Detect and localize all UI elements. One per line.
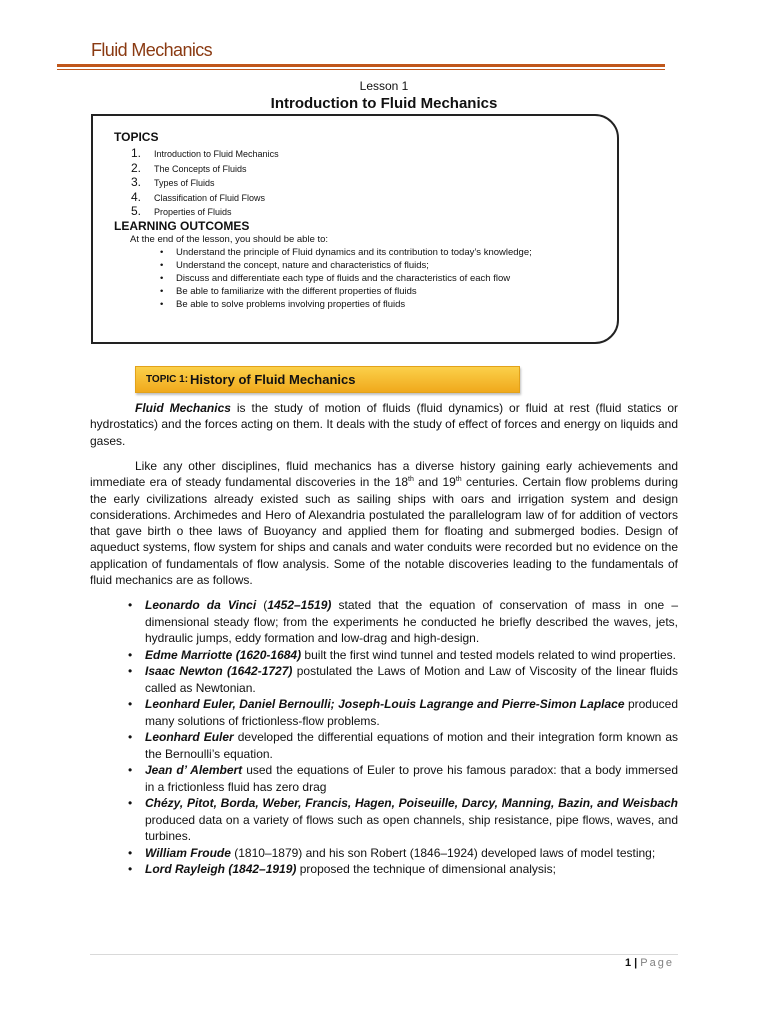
- topic-text: Properties of Fluids: [154, 207, 232, 217]
- outcome-item: [160, 273, 510, 284]
- bullet-icon: •: [128, 664, 133, 678]
- list-item: [128, 729, 678, 762]
- discovery-text: developed the differential equations of motion and their integration form known as the Bernoulli’s equation.: [145, 730, 678, 761]
- list-item: [128, 647, 678, 664]
- lesson-title: Introduction to Fluid Mechanics: [270, 95, 498, 112]
- scientist-name: Chézy, Pitot, Borda, Weber, Francis, Hagen, Poiseuille, Darcy, Manning, Bazin, and Weisbach: [145, 796, 678, 810]
- list-item: [128, 845, 678, 862]
- bullet-icon: •: [128, 862, 133, 876]
- bullet-icon: •: [128, 647, 133, 662]
- paragraph-text: Like any other disciplines, fluid mechanics has a diverse history gaining early achievements and immediate era of steady fundamental discoveries in the 18: [90, 459, 678, 490]
- scientist-name: Edme Marriotte: [145, 647, 233, 662]
- bullet-icon: •: [128, 796, 133, 810]
- topic-text: Classification of Fluid Flows: [154, 193, 266, 203]
- paragraph-text: is the study of motion of fluids (fluid dynamics) or fluid at rest (fluid statics or hydrostatics) and the forces acting on them. It deals with the study of effect of forces and energy on liquids and gases.: [90, 401, 678, 448]
- topic-number: 1.: [131, 146, 142, 160]
- outcome-text: Be able to solve problems involving properties of fluids: [176, 299, 406, 310]
- scientist-name: Jean d’ Alembert: [145, 763, 243, 777]
- outcome-item: [160, 247, 532, 258]
- scientist-name: Leonardo da Vinci: [145, 598, 257, 612]
- outcome-item: [160, 286, 417, 297]
- topic-number: 2.: [131, 161, 142, 175]
- scientist-years: 1452–1519): [267, 598, 332, 612]
- outcome-text: Be able to familiarize with the different properties of fluids: [176, 286, 417, 297]
- bullet-icon: •: [128, 730, 133, 744]
- scientist-years: (1642-1727): [227, 664, 293, 678]
- bullet-icon: •: [160, 286, 164, 297]
- discoveries-list: [128, 597, 678, 878]
- intro-paragraph: [90, 400, 678, 449]
- name-separator: (: [256, 598, 268, 612]
- scientist-name: Leonhard Euler: [145, 730, 234, 744]
- superscript: th: [455, 476, 462, 484]
- topics-heading: TOPICS: [114, 130, 159, 144]
- topic-text: The Concepts of Fluids: [154, 164, 247, 174]
- paragraph-text: centuries. Certain flow problems during the early civilizations already existed such as sailing ships with oars and irrigation system and design considerations. Archimedes and Hero of Alexandria postulated the parallelogram law of for addition of vectors that gave birth o thee laws of Buoyancy and applied them for floating and submerged bodies. Design of aqueduct systems, flow system for ships and canals and water conduits were recorded but no evidence on the application of fundamentals of flow analysis. Some of the notable discoveries leading to the fundamentals of fluid mechanics are as follows.: [90, 475, 679, 588]
- bullet-icon: •: [160, 260, 164, 271]
- scientist-name: William Froude: [145, 845, 231, 860]
- header-rule-thin: [57, 69, 665, 70]
- topic-item: [131, 190, 265, 204]
- page-footer: [625, 957, 674, 969]
- learning-outcomes-heading: LEARNING OUTCOMES: [114, 219, 250, 233]
- outcome-item: [160, 260, 429, 271]
- discovery-text: postulated the Laws of Motion and Law of Viscosity of the linear fluids called as Newtonian.: [145, 664, 678, 695]
- paragraph-text: and 19: [413, 475, 456, 490]
- outcome-text: Understand the principle of Fluid dynamics and its contribution to today’s knowledge;: [176, 247, 532, 258]
- topic-banner-prefix: TOPIC 1:: [146, 374, 189, 385]
- discovery-text: proposed the technique of dimensional analysis;: [296, 862, 556, 876]
- bullet-icon: •: [160, 273, 164, 284]
- bullet-icon: •: [128, 697, 133, 711]
- scientist-years: (1620-1684): [235, 647, 302, 662]
- topic-item: [131, 175, 215, 189]
- outcome-text: Understand the concept, nature and characteristics of fluids;: [176, 260, 429, 271]
- topic-number: 3.: [131, 175, 142, 189]
- list-item: [128, 663, 678, 696]
- topic-number: 5.: [131, 204, 142, 218]
- document-header-title: Fluid Mechanics: [91, 40, 213, 60]
- paragraph-term: Fluid Mechanics: [135, 401, 231, 415]
- outcomes-intro: At the end of the lesson, you should be able to:: [130, 234, 329, 245]
- bullet-icon: •: [160, 247, 164, 258]
- scientist-name: Isaac Newton: [145, 664, 223, 678]
- footer-separator: |: [634, 957, 638, 969]
- topic-item: [131, 161, 247, 175]
- scientist-name: Lord Rayleigh (1842–1919): [145, 862, 297, 876]
- outcome-text: Discuss and differentiate each type of fluids and the characteristics of each flow: [176, 273, 511, 284]
- topic-item: [131, 204, 232, 218]
- page-label: Page: [640, 957, 674, 969]
- header-rule: [57, 64, 665, 67]
- lesson-number: Lesson 1: [359, 79, 409, 93]
- discovery-text: stated that the equation of conservation of mass in one – dimensional steady flow; from the experiments he conducted he briefly described the waves, jets, hydraulic jumps, eddy formation and low-drag and high-design.: [145, 598, 678, 645]
- bullet-icon: •: [160, 299, 164, 310]
- list-item: [128, 696, 678, 729]
- bullet-icon: •: [128, 598, 133, 612]
- topic-banner-title: History of Fluid Mechanics: [190, 372, 356, 387]
- list-item: [128, 762, 678, 795]
- topic-text: Types of Fluids: [154, 178, 215, 188]
- list-item: [128, 861, 678, 878]
- topic-item: [131, 146, 279, 160]
- outcome-item: [160, 299, 405, 310]
- list-item: [128, 597, 678, 647]
- discovery-text: produced data on a variety of flows such as open channels, ship resistance, pipe flows, waves, and turbines.: [145, 812, 678, 843]
- discovery-text: used the equations of Euler to prove his famous paradox: that a body immersed in a frictionless fluid has zero drag: [145, 763, 679, 794]
- superscript: th: [408, 476, 414, 484]
- scientist-name: Leonhard Euler, Daniel Bernoulli; Joseph-Louis Lagrange and Pierre-Simon Laplace: [145, 697, 625, 711]
- topic-text: Introduction to Fluid Mechanics: [154, 149, 279, 159]
- discovery-text: (1810–1879) and his son Robert (1846–1924) developed laws of model testing;: [230, 845, 656, 860]
- footer-rule: [90, 954, 678, 955]
- discovery-text: built the first wind tunnel and tested models related to wind properties.: [301, 647, 676, 662]
- list-item: [128, 795, 678, 845]
- history-paragraph: [90, 458, 678, 588]
- discovery-text: produced many solutions of frictionless-flow problems.: [145, 697, 678, 728]
- topic-number: 4.: [131, 190, 142, 204]
- topic-banner: [135, 366, 520, 393]
- bullet-icon: •: [128, 763, 133, 777]
- page-number: 1: [624, 957, 632, 969]
- bullet-icon: •: [128, 845, 133, 860]
